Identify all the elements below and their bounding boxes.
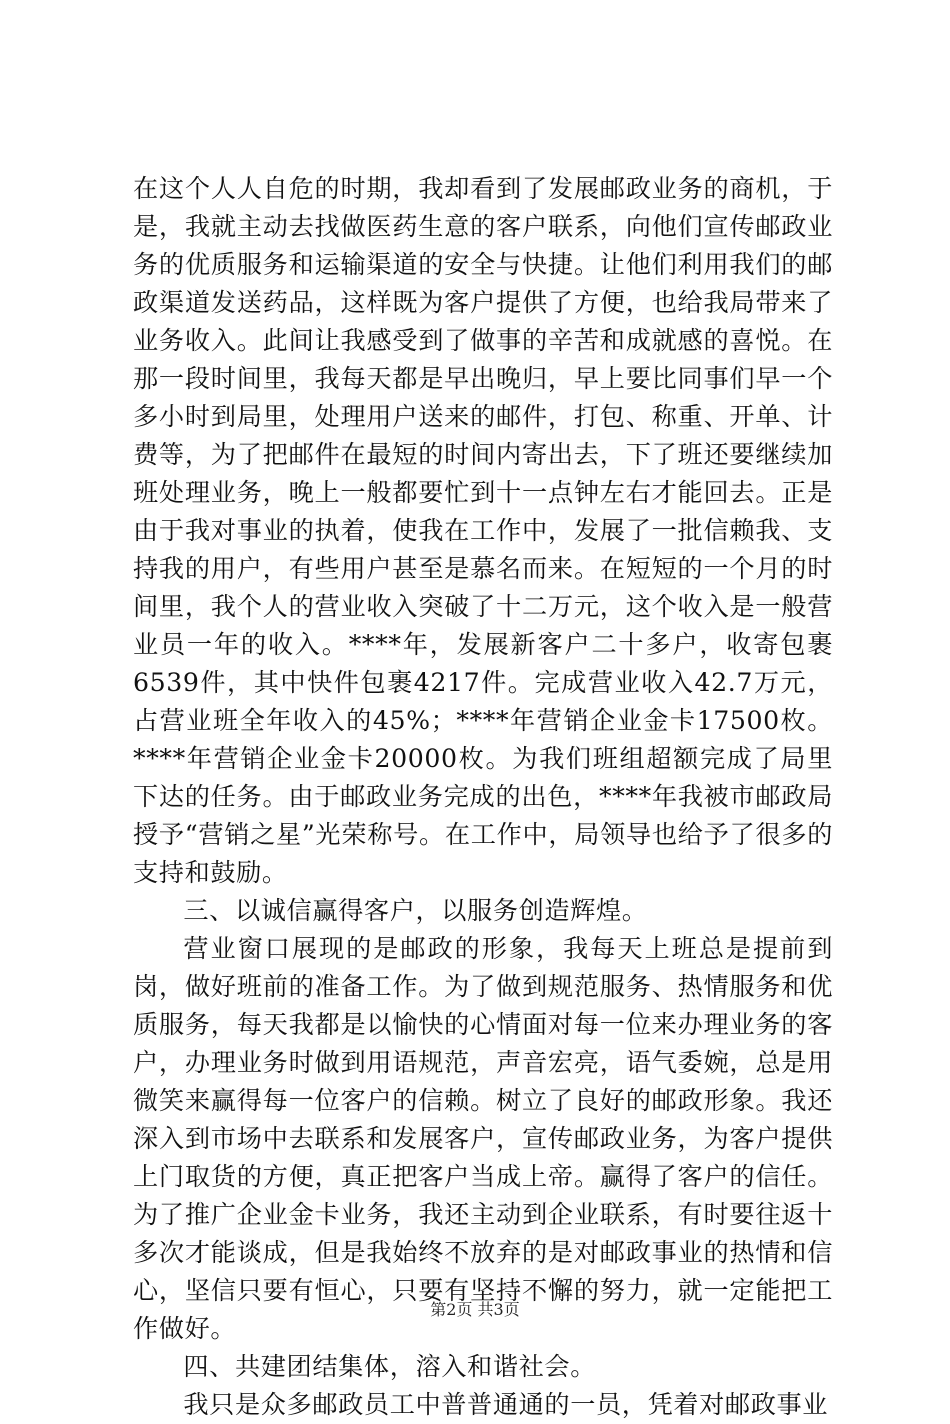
- section-heading-4: 四、共建团结集体，溶入和谐社会。: [183, 1352, 596, 1381]
- page-number-footer: 第2页 共3页: [430, 1300, 520, 1319]
- paragraph-2: 营业窗口展现的是邮政的形象，我每天上班总是提前到岗，做好班前的准备工作。为了做到规范服务、热情服务和优质服务，每天我都是以愉快的心情面对每一位来办理业务的客户，办理业务时做到用语规范，声音宏亮，语气委婉，总是用微笑来赢得每一位客户的信赖。树立了良好的邮政形象。我还深入到市场中去联系和发展客户，宣传邮政业务，为客户提供上门取货的方便，真正把客户当成上帝。赢得了客户的信任。为了推广企业金卡业务，我还主动到企业联系，有时要往返十多次才能谈成，但是我始终不放弃的是对邮政事业的热情和信心，坚信只要有恒心，只要有坚持不懈的努力，就一定能把工作做好。: [133, 934, 833, 1343]
- section-heading-3: 三、以诚信赢得客户，以服务创造辉煌。: [183, 896, 648, 925]
- paragraph-1: 在这个人人自危的时期，我却看到了发展邮政业务的商机，于是，我就主动去找做医药生意的客户联系，向他们宣传邮政业务的优质服务和运输渠道的安全与快捷。让他们利用我们的邮政渠道发送药品，这样既为客户提供了方便，也给我局带来了业务收入。此间让我感受到了做事的辛苦和成就感的喜悦。在那一段时间里，我每天都是早出晚归，早上要比同事们早一个多小时到局里，处理用户送来的邮件，打包、称重、开单、计费等，为了把邮件在最短的时间内寄出去，下了班还要继续加班处理业务，晚上一般都要忙到十一点钟左右才能回去。正是由于我对事业的执着，使我在工作中，发展了一批信赖我、支持我的用户，有些用户甚至是慕名而来。在短短的一个月的时间里，我个人的营业收入突破了十二万元，这个收入是一般营业员一年的收入。****年，发展新客户二十多户，收寄包裹6539件，其中快件包裹4217件。完成营业收入42.7万元，占营业班全年收入的45%；****年营销企业金卡17500枚。****年营销企业金卡20000枚。为我们班组超额完成了局里下达的任务。由于邮政业务完成的出色，****年我被市邮政局授予“营销之星”光荣称号。在工作中，局领导也给予了很多的支持和鼓励。: [133, 174, 833, 887]
- document-body: [133, 170, 833, 1424]
- paragraph-3: 我只是众多邮政员工中普普通通的一员，凭着对邮政事业: [183, 1390, 829, 1419]
